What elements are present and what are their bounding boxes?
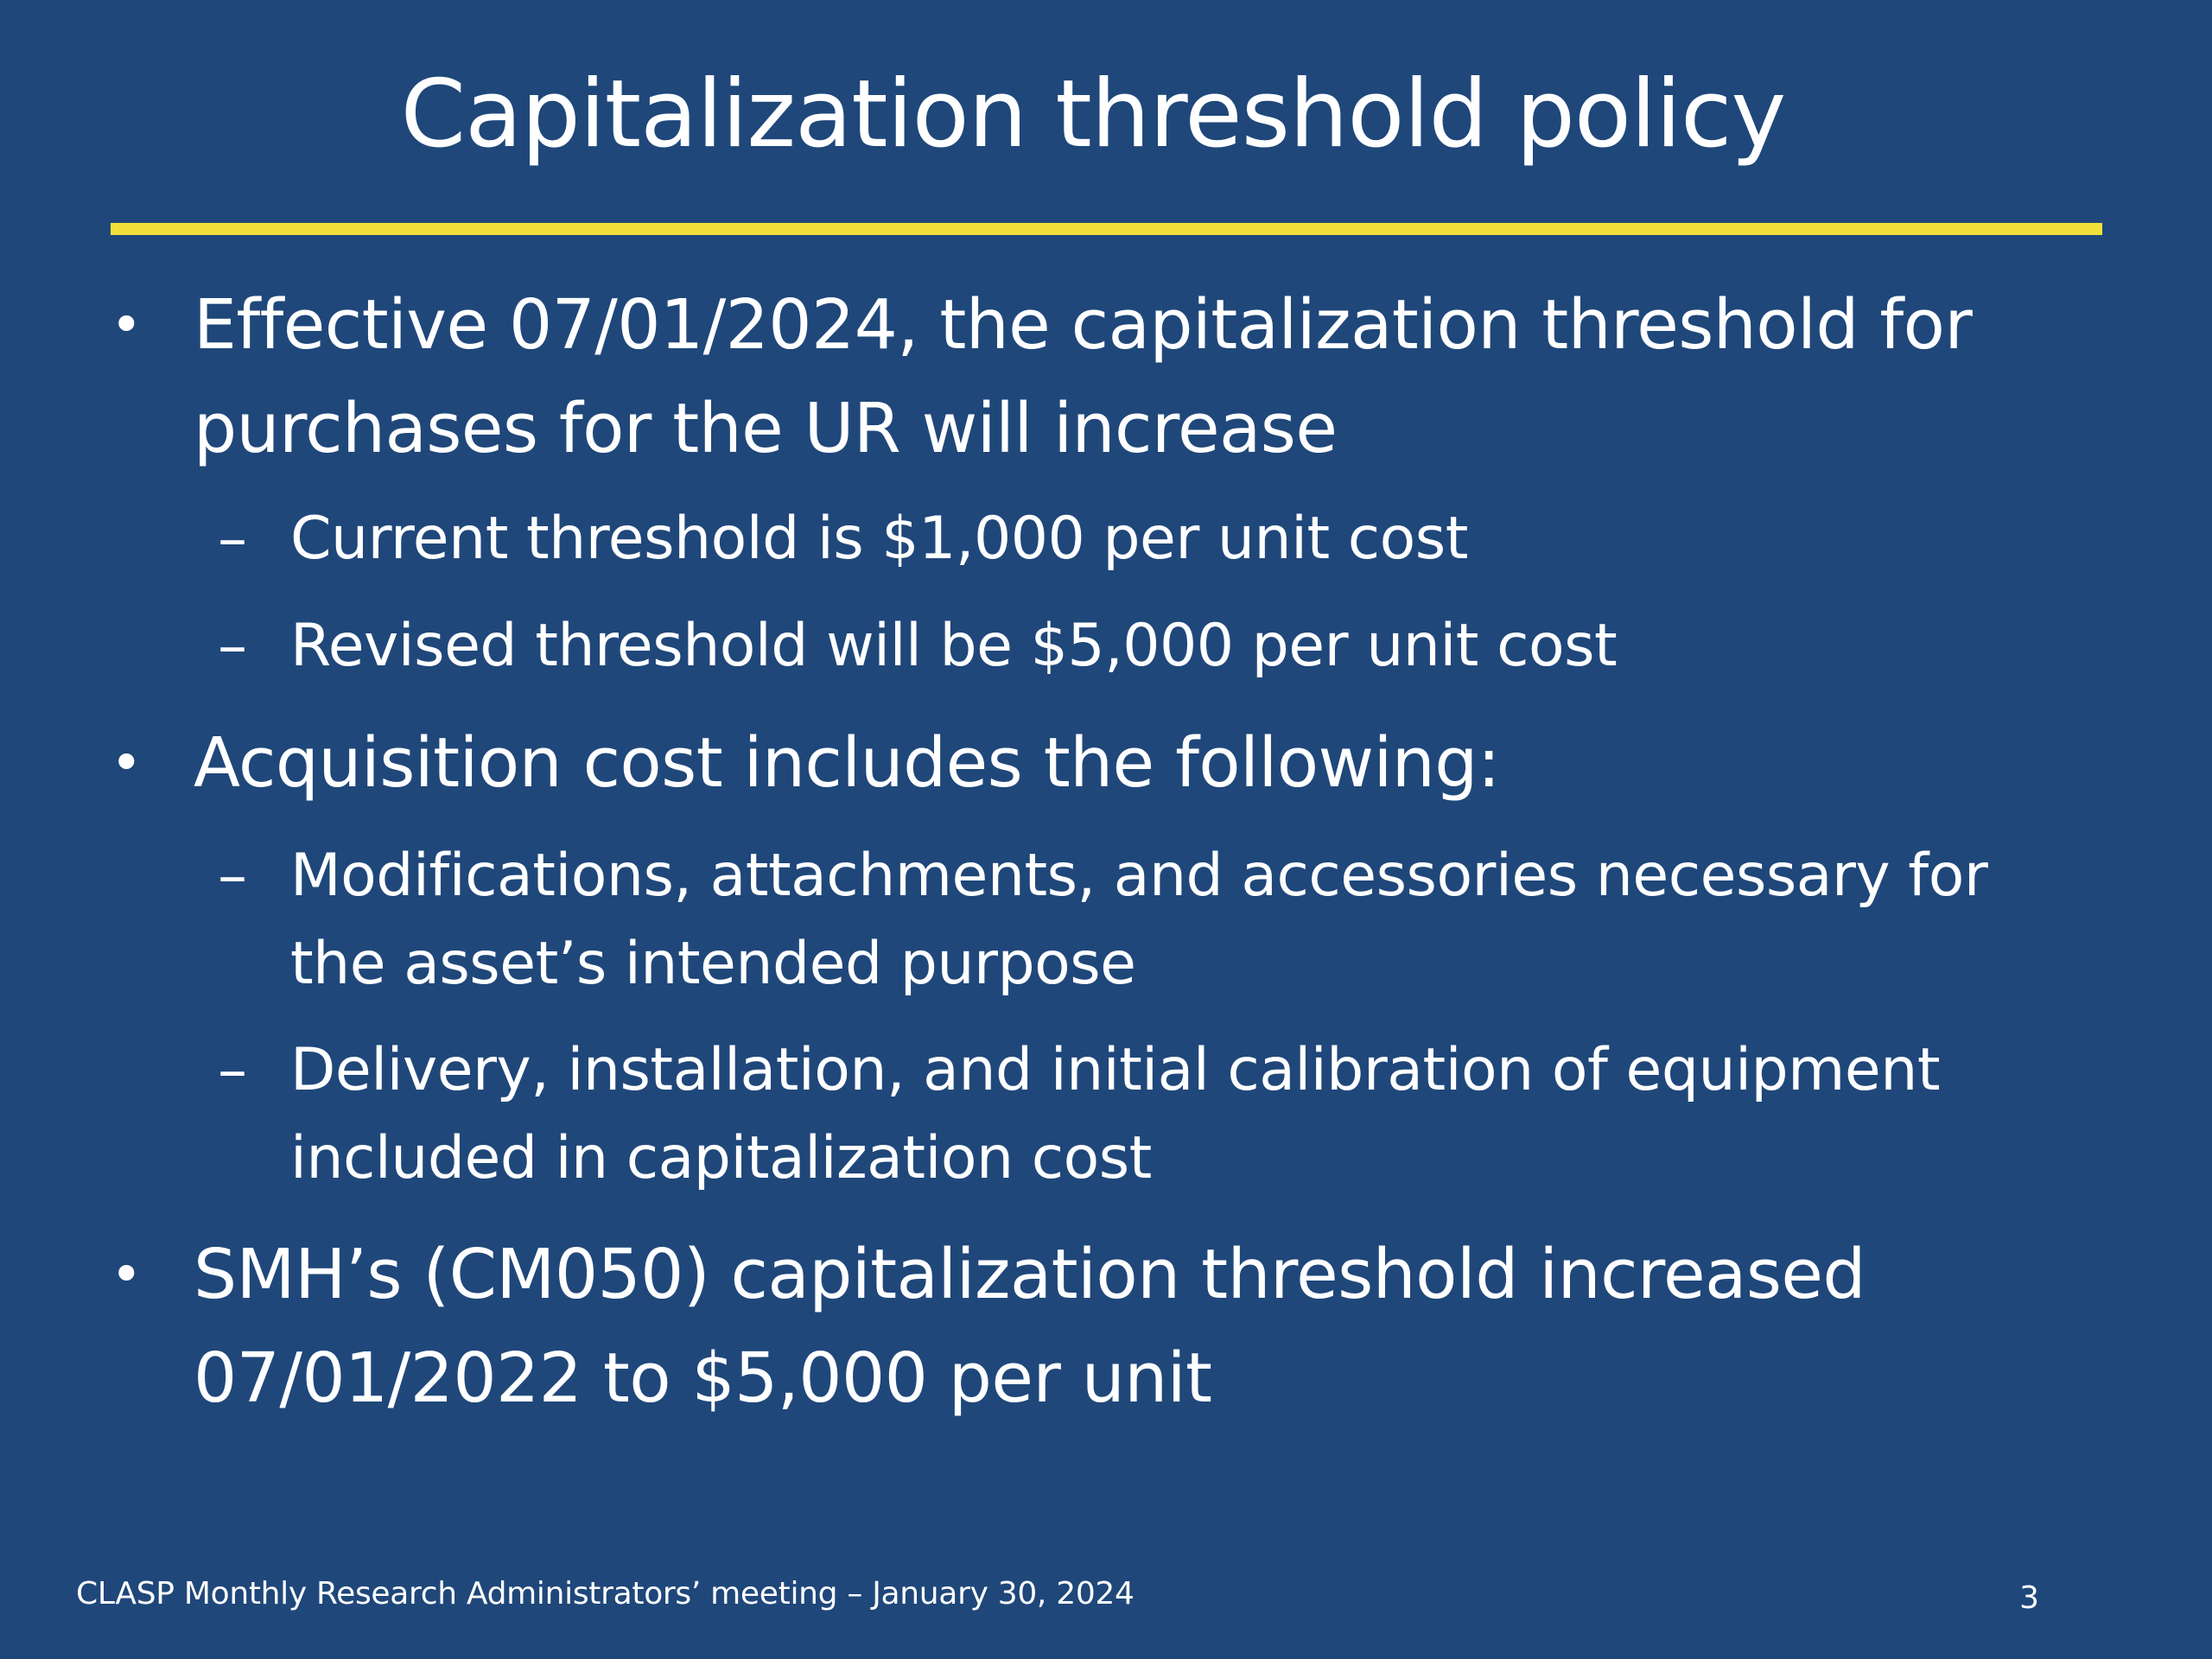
bullet-3-line-1: SMH’s (CM050) capitalization threshold increased bbox=[194, 1235, 1866, 1314]
bullet-1-sub-1: Current threshold is $1,000 per unit cost bbox=[290, 505, 1468, 573]
page-number: 3 bbox=[2019, 1580, 2039, 1616]
bullet-1-line-1: Effective 07/01/2024, the capitalization threshold for bbox=[194, 285, 1973, 365]
bullet-1-sub-2: Revised threshold will be $5,000 per unit cost bbox=[290, 612, 1618, 680]
bullet-marker: • bbox=[111, 731, 143, 794]
bullet-marker: • bbox=[111, 1243, 143, 1306]
dash-marker: – bbox=[218, 1036, 247, 1104]
bullet-2-sub-2-line-2: included in capitalization cost bbox=[290, 1124, 1152, 1192]
bullet-2-sub-2-line-1: Delivery, installation, and initial calibration of equipment bbox=[290, 1036, 1940, 1104]
dash-marker: – bbox=[218, 612, 247, 680]
slide-footer: CLASP Monthly Research Administrators’ meeting – January 30, 2024 bbox=[76, 1576, 1135, 1611]
bullet-2-line-1: Acquisition cost includes the following: bbox=[194, 723, 1500, 803]
bullet-1-line-2: purchases for the UR will increase bbox=[194, 389, 1338, 468]
bullet-3-line-2: 07/01/2022 to $5,000 per unit bbox=[194, 1338, 1212, 1418]
title-underline bbox=[111, 223, 2102, 235]
bullet-2-sub-1-line-2: the asset’s intended purpose bbox=[290, 930, 1136, 998]
dash-marker: – bbox=[218, 505, 247, 573]
slide-title: Capitalization threshold policy bbox=[400, 60, 1786, 168]
bullet-marker: • bbox=[111, 293, 143, 356]
bullet-2-sub-1-line-1: Modifications, attachments, and accessories necessary for bbox=[290, 842, 1988, 910]
dash-marker: – bbox=[218, 842, 247, 910]
